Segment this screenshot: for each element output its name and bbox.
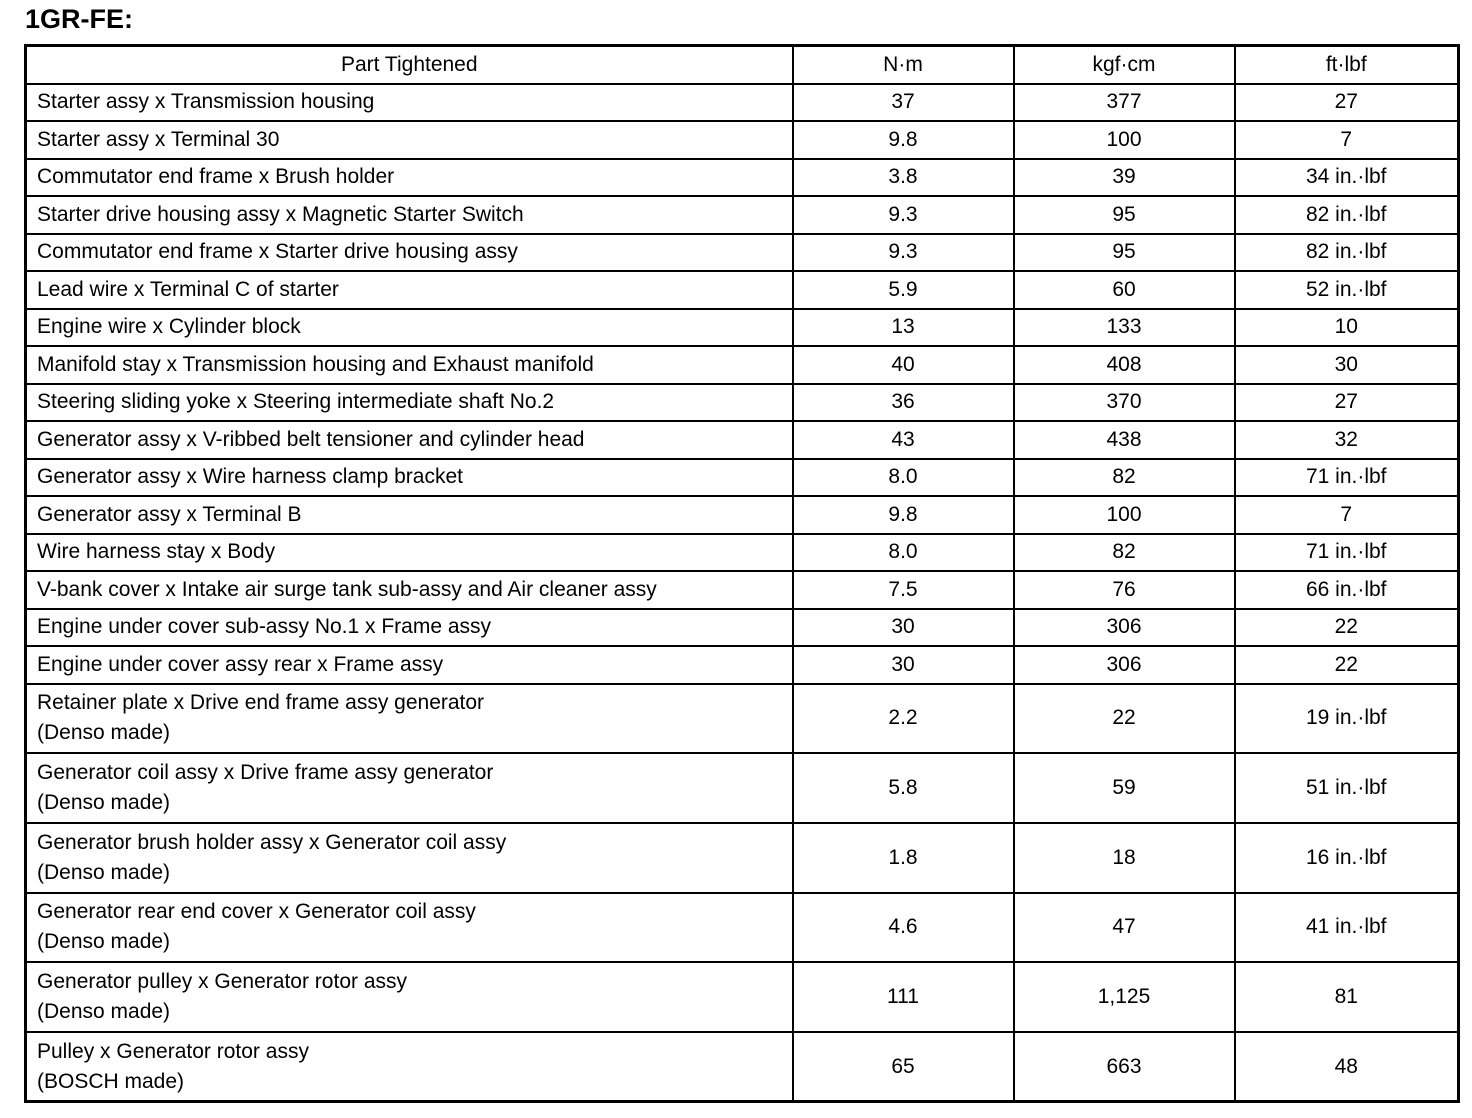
part-tightened-cell: [26, 121, 793, 159]
torque-nm-cell: 5.9: [793, 271, 1014, 309]
torque-kgf-cm-cell: 663: [1014, 1032, 1235, 1102]
torque-ft-lbf-cell: 19 in.·lbf: [1235, 684, 1459, 754]
part-name: Generator assy x Terminal B: [37, 502, 302, 526]
torque-ft-lbf-cell: 81: [1235, 962, 1459, 1032]
torque-nm-cell: 37: [793, 84, 1014, 122]
part-tightened-cell: [26, 646, 793, 684]
table-row: [26, 159, 1459, 197]
part-tightened-cell: [26, 753, 793, 823]
torque-ft-lbf-cell: 51 in.·lbf: [1235, 753, 1459, 823]
part-name: V-bank cover x Intake air surge tank sub-assy and Air cleaner assy: [37, 577, 657, 601]
table-row: [26, 684, 1459, 754]
part-name: Generator brush holder assy x Generator coil assy: [37, 830, 507, 854]
torque-nm-cell: 8.0: [793, 534, 1014, 572]
torque-nm-cell: 36: [793, 384, 1014, 422]
part-name: Generator assy x V-ribbed belt tensioner and cylinder head: [37, 427, 585, 451]
torque-nm-cell: 9.3: [793, 234, 1014, 272]
header-nm: N·m: [793, 46, 1014, 84]
torque-nm-cell: 111: [793, 962, 1014, 1032]
torque-kgf-cm-cell: 22: [1014, 684, 1235, 754]
torque-kgf-cm-cell: 133: [1014, 309, 1235, 347]
table-header-row: [26, 46, 1459, 84]
part-name: Generator pulley x Generator rotor assy: [37, 970, 408, 994]
torque-ft-lbf-cell: 7: [1235, 496, 1459, 534]
part-name: Commutator end frame x Starter drive housing assy: [37, 240, 518, 264]
torque-nm-cell: 13: [793, 309, 1014, 347]
table-row: [26, 753, 1459, 823]
torque-kgf-cm-cell: 408: [1014, 346, 1235, 384]
part-name: Starter assy x Transmission housing: [37, 90, 375, 114]
table-row: [26, 1032, 1459, 1102]
part-name: Engine under cover sub-assy No.1 x Frame assy: [37, 615, 492, 639]
table-row: [26, 459, 1459, 497]
part-manufacturer-note: (Denso made): [37, 930, 171, 954]
part-tightened-cell: [26, 609, 793, 647]
part-tightened-cell: [26, 234, 793, 272]
torque-kgf-cm-cell: 76: [1014, 571, 1235, 609]
torque-nm-cell: 9.3: [793, 196, 1014, 234]
header-part-tightened: Part Tightened: [26, 46, 793, 84]
torque-kgf-cm-cell: 59: [1014, 753, 1235, 823]
part-name: Generator assy x Wire harness clamp bracket: [37, 465, 463, 489]
torque-ft-lbf-cell: 34 in.·lbf: [1235, 159, 1459, 197]
part-tightened-cell: [26, 534, 793, 572]
part-name: Commutator end frame x Brush holder: [37, 165, 395, 189]
torque-nm-cell: 65: [793, 1032, 1014, 1102]
part-tightened-cell: [26, 893, 793, 963]
torque-kgf-cm-cell: 306: [1014, 646, 1235, 684]
torque-nm-cell: 30: [793, 646, 1014, 684]
table-row: [26, 121, 1459, 159]
part-tightened-cell: [26, 962, 793, 1032]
part-name: Retainer plate x Drive end frame assy generator: [37, 691, 485, 715]
torque-ft-lbf-cell: 27: [1235, 84, 1459, 122]
torque-kgf-cm-cell: 438: [1014, 421, 1235, 459]
part-name: Pulley x Generator rotor assy: [37, 1039, 309, 1063]
part-manufacturer-note: (Denso made): [37, 860, 171, 884]
torque-ft-lbf-cell: 41 in.·lbf: [1235, 893, 1459, 963]
table-row: [26, 196, 1459, 234]
torque-ft-lbf-cell: 30: [1235, 346, 1459, 384]
part-name: Engine wire x Cylinder block: [37, 315, 301, 339]
torque-nm-cell: 9.8: [793, 496, 1014, 534]
torque-nm-cell: 4.6: [793, 893, 1014, 963]
part-tightened-cell: [26, 309, 793, 347]
part-tightened-cell: [26, 384, 793, 422]
table-row: [26, 646, 1459, 684]
torque-ft-lbf-cell: 48: [1235, 1032, 1459, 1102]
part-tightened-cell: [26, 1032, 793, 1102]
table-body: [26, 84, 1459, 1102]
torque-nm-cell: 3.8: [793, 159, 1014, 197]
header-kgf-cm: kgf·cm: [1014, 46, 1235, 84]
torque-ft-lbf-cell: 32: [1235, 421, 1459, 459]
torque-kgf-cm-cell: 82: [1014, 534, 1235, 572]
table-row: [26, 496, 1459, 534]
table-row: [26, 609, 1459, 647]
torque-ft-lbf-cell: 22: [1235, 609, 1459, 647]
part-tightened-cell: [26, 84, 793, 122]
torque-ft-lbf-cell: 52 in.·lbf: [1235, 271, 1459, 309]
torque-ft-lbf-cell: 16 in.·lbf: [1235, 823, 1459, 893]
part-name: Starter assy x Terminal 30: [37, 127, 280, 151]
torque-ft-lbf-cell: 10: [1235, 309, 1459, 347]
table-row: [26, 271, 1459, 309]
table-row: [26, 534, 1459, 572]
part-name: Steering sliding yoke x Steering intermediate shaft No.2: [37, 390, 555, 414]
torque-nm-cell: 40: [793, 346, 1014, 384]
part-name: Manifold stay x Transmission housing and Exhaust manifold: [37, 352, 594, 376]
torque-kgf-cm-cell: 47: [1014, 893, 1235, 963]
part-tightened-cell: [26, 496, 793, 534]
part-tightened-cell: [26, 823, 793, 893]
part-name: Starter drive housing assy x Magnetic Starter Switch: [37, 202, 524, 226]
header-ft-lbf: ft·lbf: [1235, 46, 1459, 84]
table-row: [26, 84, 1459, 122]
torque-ft-lbf-cell: 66 in.·lbf: [1235, 571, 1459, 609]
part-tightened-cell: [26, 459, 793, 497]
table-row: [26, 309, 1459, 347]
torque-kgf-cm-cell: 100: [1014, 121, 1235, 159]
part-tightened-cell: [26, 346, 793, 384]
table-row: [26, 962, 1459, 1032]
torque-kgf-cm-cell: 95: [1014, 196, 1235, 234]
part-manufacturer-note: (BOSCH made): [37, 1069, 185, 1093]
part-tightened-cell: [26, 421, 793, 459]
page-title: 1GR-FE:: [25, 4, 133, 34]
torque-ft-lbf-cell: 7: [1235, 121, 1459, 159]
table-row: [26, 384, 1459, 422]
torque-ft-lbf-cell: 71 in.·lbf: [1235, 459, 1459, 497]
part-name: Wire harness stay x Body: [37, 540, 276, 564]
part-tightened-cell: [26, 159, 793, 197]
torque-ft-lbf-cell: 27: [1235, 384, 1459, 422]
table-row: [26, 346, 1459, 384]
torque-kgf-cm-cell: 95: [1014, 234, 1235, 272]
torque-nm-cell: 9.8: [793, 121, 1014, 159]
part-manufacturer-note: (Denso made): [37, 721, 171, 745]
torque-nm-cell: 8.0: [793, 459, 1014, 497]
torque-kgf-cm-cell: 39: [1014, 159, 1235, 197]
torque-kgf-cm-cell: 306: [1014, 609, 1235, 647]
torque-kgf-cm-cell: 377: [1014, 84, 1235, 122]
torque-nm-cell: 5.8: [793, 753, 1014, 823]
part-tightened-cell: [26, 571, 793, 609]
torque-kgf-cm-cell: 100: [1014, 496, 1235, 534]
torque-kgf-cm-cell: 82: [1014, 459, 1235, 497]
torque-nm-cell: 30: [793, 609, 1014, 647]
torque-nm-cell: 2.2: [793, 684, 1014, 754]
table-row: [26, 823, 1459, 893]
part-name: Engine under cover assy rear x Frame assy: [37, 652, 444, 676]
part-name: Lead wire x Terminal C of starter: [37, 277, 339, 301]
torque-ft-lbf-cell: 71 in.·lbf: [1235, 534, 1459, 572]
torque-kgf-cm-cell: 370: [1014, 384, 1235, 422]
torque-ft-lbf-cell: 82 in.·lbf: [1235, 234, 1459, 272]
part-manufacturer-note: (Denso made): [37, 791, 171, 815]
torque-kgf-cm-cell: 60: [1014, 271, 1235, 309]
torque-spec-table: [24, 44, 1460, 1103]
part-name: Generator coil assy x Drive frame assy generator: [37, 761, 494, 785]
part-manufacturer-note: (Denso made): [37, 1000, 171, 1024]
table-row: [26, 421, 1459, 459]
part-tightened-cell: [26, 196, 793, 234]
torque-nm-cell: 1.8: [793, 823, 1014, 893]
torque-ft-lbf-cell: 82 in.·lbf: [1235, 196, 1459, 234]
table-row: [26, 571, 1459, 609]
torque-nm-cell: 43: [793, 421, 1014, 459]
torque-ft-lbf-cell: 22: [1235, 646, 1459, 684]
table-row: [26, 234, 1459, 272]
part-name: Generator rear end cover x Generator coil assy: [37, 900, 476, 924]
torque-kgf-cm-cell: 1,125: [1014, 962, 1235, 1032]
table-row: [26, 893, 1459, 963]
torque-nm-cell: 7.5: [793, 571, 1014, 609]
part-tightened-cell: [26, 271, 793, 309]
torque-kgf-cm-cell: 18: [1014, 823, 1235, 893]
part-tightened-cell: [26, 684, 793, 754]
